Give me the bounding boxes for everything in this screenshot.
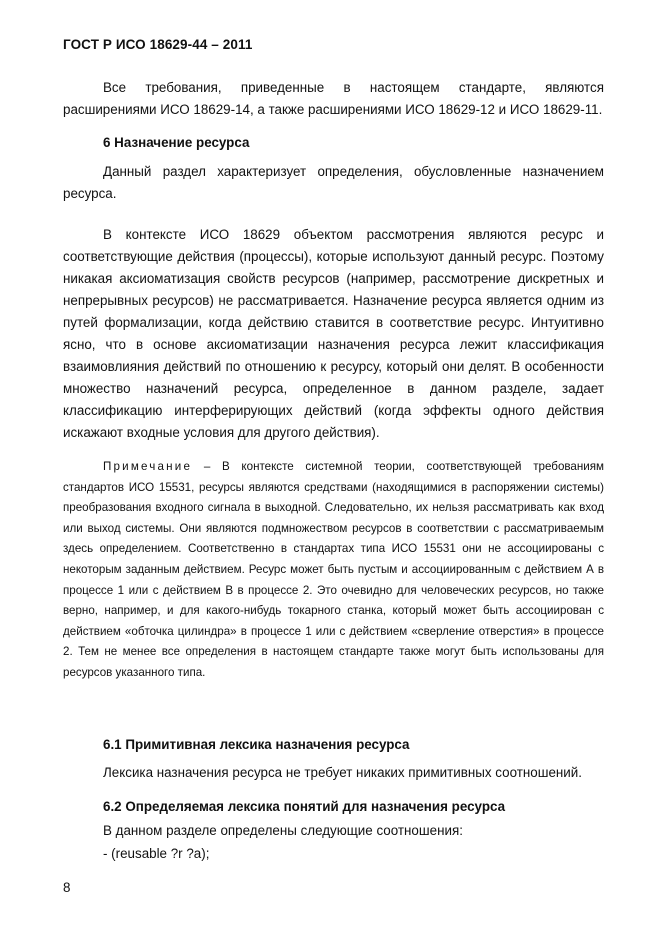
intro-paragraph: Все требования, приведенные в настоящем стандарте, являются расширениями ИСО 18629-14, а также расширениями ИСО 18629-12 и ИСО 18629-11. xyxy=(63,80,604,117)
section-6-heading: 6 Назначение ресурса xyxy=(103,135,250,150)
note-text: – В контексте системной теории, соответствующей требованиям стандартов ИСО 15531, ресурсы являются средствами (находящимися в распоряжении системы) преобразования входного сигнала в выходной. Следовательно, их нельзя рассматривать как вход или выход системы. Они являются подмножеством ресурсов в соответствии с рассматриваемым здесь определением. Соответственно в стандартах типа ИСО 15531 они не ассоциированы с некоторым заданным действием. Ресурс может быть пустым и ассоциированным с действием А в процессе 1 или с действием В в процессе 2. Это очевидно для человеческих ресурсов, но также верно, например, и для какого-нибудь токарного станка, который может быть ассоциирован с действием «обточка цилиндра» в процессе 1 или с действием «сверление отверстия» в процессе 2. Тем не менее все определения в настоящем стандарте также могут быть использованы для ресурсов указанного типа. xyxy=(63,460,604,679)
section-6-paragraph-1: Данный раздел характеризует определения, обусловленные назначением ресурса. xyxy=(63,164,604,201)
section-6-1-heading: 6.1 Примитивная лексика назначения ресурса xyxy=(103,737,410,752)
page-number: 8 xyxy=(63,880,71,895)
note-paragraph xyxy=(63,457,604,684)
section-6-2-text: В данном разделе определены следующие соотношения: xyxy=(103,823,463,838)
note-label: Примечание xyxy=(103,460,193,473)
document-header: ГОСТ Р ИСО 18629-44 – 2011 xyxy=(63,37,253,52)
section-6-paragraph-2: В контексте ИСО 18629 объектом рассмотрения являются ресурс и соответствующие действия (процессы), которые используют данный ресурс. Поэтому никакая аксиоматизация свойств ресурсов (например, рассмотрение дискретных и непрерывных ресурсов) не рассматривается. Назначение ресурса является одним из путей формализации, когда действию ставится в соответствие ресурс. Интуитивно ясно, что в основе аксиоматизации назначения ресурса лежит классификация взаимовлияния действий по отношению к ресурсу, который они делят. В особенности множество назначений ресурса, определенное в данном разделе, задает классификацию интерферирующих действий (когда эффекты одного действия искажают входные условия для другого действия). xyxy=(63,227,604,440)
section-6-1-text: Лексика назначения ресурса не требует никаких примитивных соотношений. xyxy=(103,765,582,780)
section-6-2-heading: 6.2 Определяемая лексика понятий для назначения ресурса xyxy=(103,799,506,814)
relation-list-item: - (reusable ?r ?a); xyxy=(103,846,210,861)
